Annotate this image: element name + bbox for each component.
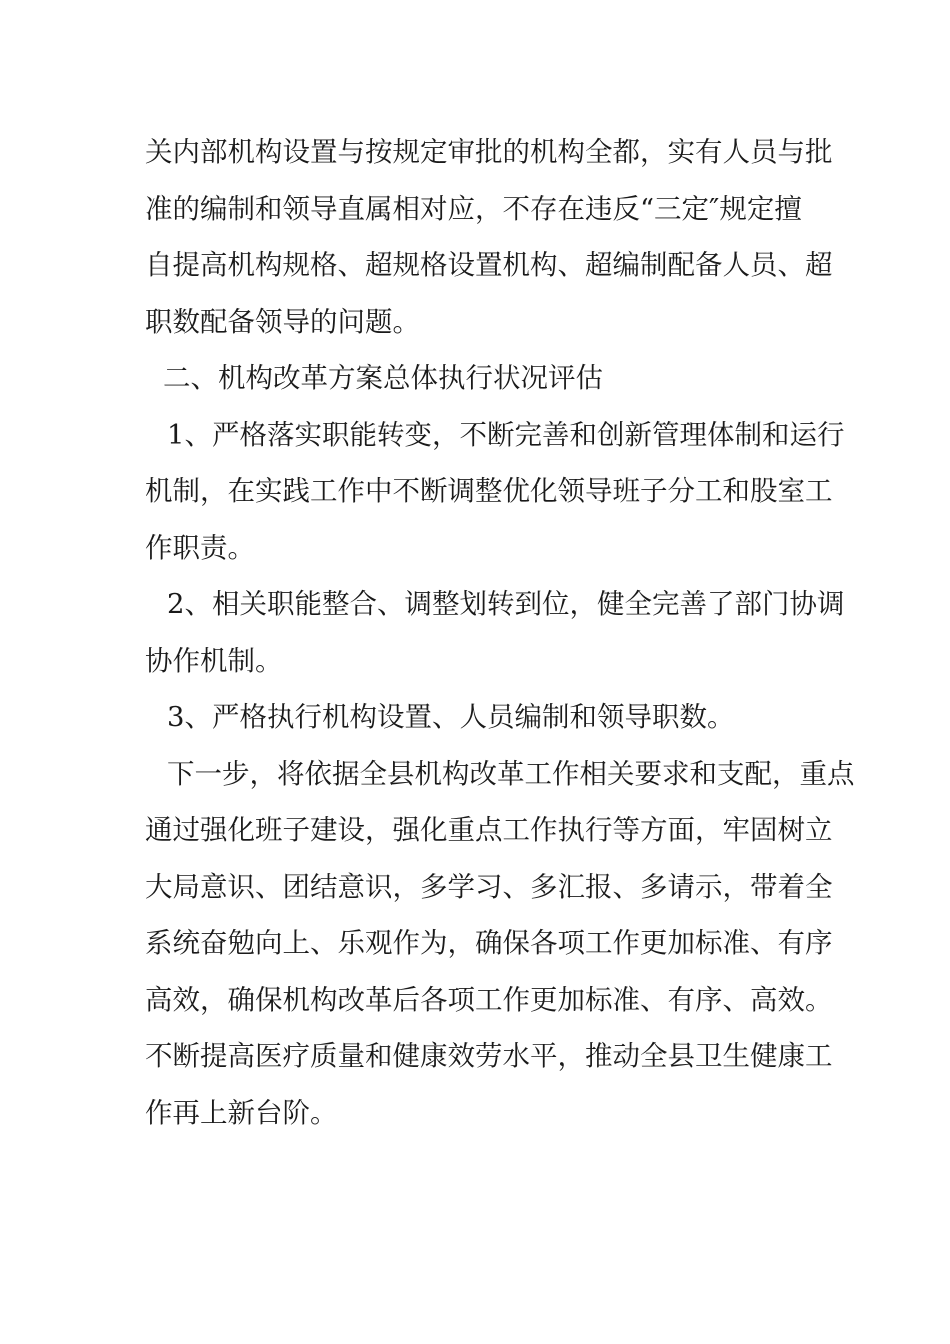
- text-line: 职数配备领导的问题。: [145, 305, 420, 338]
- paragraph-item-3: [145, 689, 810, 746]
- text-line: 高效，确保机构改革后各项工作更加标准、有序、高效。: [145, 983, 833, 1016]
- text-line: 3、严格执行机构设置、人员编制和领导职数。: [167, 701, 735, 733]
- text-line: 关内部机构设置与按规定审批的机构全都，实有人员与批: [145, 136, 833, 168]
- paragraph-institution-setup: [145, 124, 833, 350]
- text-line: 机制，在实践工作中不断调整优化领导班子分工和股室工: [145, 475, 833, 507]
- text-line: 大局意识、团结意识，多学习、多汇报、多请示，带着全: [145, 870, 833, 903]
- paragraph-item-1: [145, 407, 845, 577]
- text-line: 作再上新台阶。: [145, 1096, 338, 1129]
- section-heading: 二、机构改革方案总体执行状况评估: [163, 362, 603, 394]
- text-line: 下一步，将依据全县机构改革工作相关要求和支配，重点: [167, 757, 855, 790]
- text-line: 1、严格落实职能转变，不断完善和创新管理体制和运行: [167, 418, 845, 451]
- document-body: [145, 124, 855, 1141]
- text-line: 通过强化班子建设，强化重点工作执行等方面，牢固树立: [145, 814, 833, 846]
- text-line: 自提高机构规格、超规格设置机构、超编制配备人员、超: [145, 249, 833, 281]
- text-line: 作职责。: [145, 531, 255, 564]
- text-line: 不断提高医疗质量和健康效劳水平，推动全县卫生健康工: [145, 1040, 833, 1072]
- paragraph-next-steps: [145, 746, 855, 1142]
- text-line: 2、相关职能整合、调整划转到位，健全完善了部门协调: [167, 588, 845, 620]
- paragraph-item-2: [145, 576, 845, 689]
- text-line: 准的编制和领导直属相对应，不存在违反“三定″规定擅: [145, 192, 802, 225]
- text-line: 协作机制。: [145, 644, 283, 677]
- section-heading-2: [145, 350, 810, 407]
- text-line: 系统奋勉向上、乐观作为，确保各项工作更加标准、有序: [145, 927, 833, 959]
